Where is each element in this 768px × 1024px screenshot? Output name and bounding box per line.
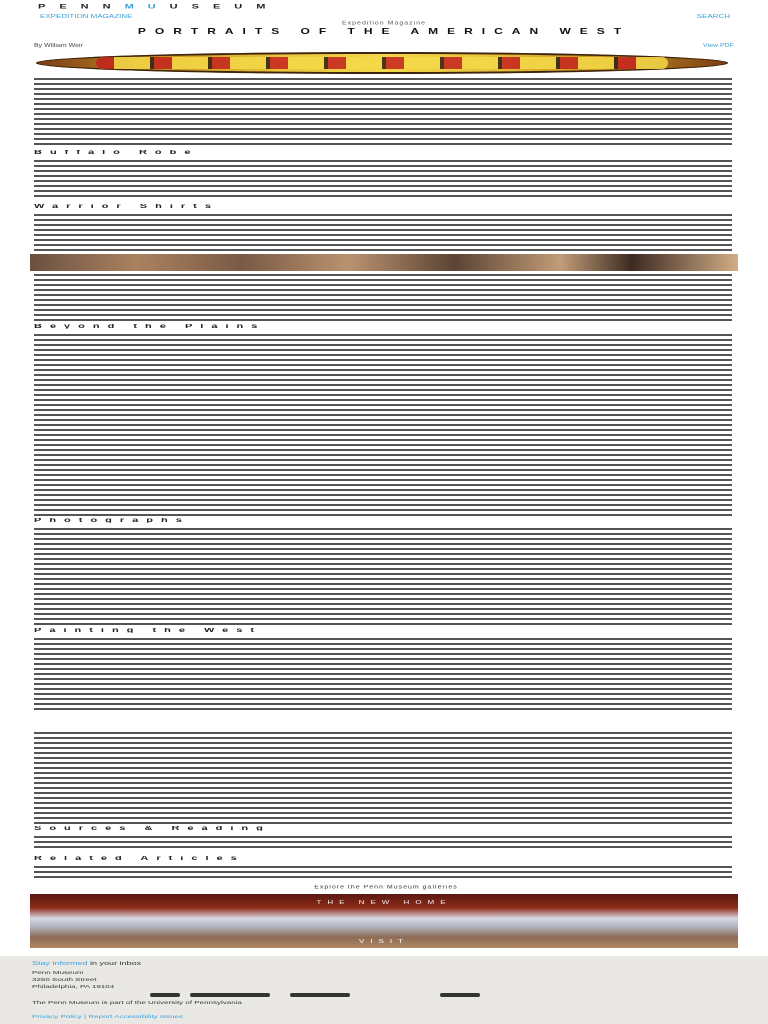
site-header: [38, 2, 732, 12]
section-eyebrow: Expedition Magazine: [342, 20, 426, 27]
logo-text-right: USEUM: [169, 3, 280, 11]
byline: [34, 43, 734, 49]
footer-org-name: Penn Museum: [32, 970, 84, 976]
social-icon[interactable]: [290, 993, 350, 997]
section-heading: Beyond the Plains: [34, 324, 266, 329]
gallery-photo[interactable]: [30, 894, 738, 948]
paragraph-block: [34, 78, 732, 148]
photo-caption: Explore the Penn Museum galleries: [314, 884, 458, 891]
page-title: PORTRAITS OF THE AMERICAN WEST: [137, 27, 631, 35]
view-pdf-link[interactable]: View PDF: [703, 43, 734, 49]
social-icon[interactable]: [190, 993, 270, 997]
site-logo[interactable]: [38, 4, 279, 11]
paragraph-block: [34, 528, 732, 626]
section-heading: Warrior Shirts: [34, 204, 219, 209]
section-heading: Sources & Reading: [34, 826, 271, 831]
footer-address-street: 3260 South Street: [32, 977, 97, 983]
paragraph-block: [34, 866, 732, 878]
paragraph-block: [34, 732, 732, 824]
paragraph-block: [34, 274, 732, 322]
paragraph-block: [34, 214, 732, 252]
photo-label-top: THE NEW HOME: [316, 899, 452, 906]
social-icon[interactable]: [440, 993, 480, 997]
author-name: By William Weir: [34, 43, 83, 49]
paragraph-block: [34, 334, 732, 516]
logo-text-accent: MU: [124, 3, 170, 11]
nav-link-expedition[interactable]: EXPEDITION MAGAZINE: [40, 13, 133, 20]
paragraph-block: [34, 836, 732, 850]
section-heading: Buffalo Robe: [34, 150, 199, 155]
newsletter-text: in your inbox: [90, 960, 142, 967]
article-photo: [30, 254, 738, 271]
section-heading: Photographs: [34, 518, 190, 523]
newsletter-link[interactable]: Stay informed: [32, 960, 88, 967]
paragraph-block: [34, 160, 732, 200]
nav-link-search[interactable]: SEARCH: [696, 13, 730, 20]
newsletter-signup: [32, 960, 141, 967]
photo-label-bottom: VISIT: [358, 938, 409, 945]
decorative-banner-image: [36, 52, 728, 74]
site-footer: [0, 956, 768, 1024]
footer-affiliation: The Penn Museum is part of the University of Pennsylvania: [32, 1000, 242, 1006]
section-heading: Painting the West: [34, 628, 263, 633]
social-icon[interactable]: [150, 993, 180, 997]
footer-address-city: Philadelphia, PA 19104: [32, 984, 115, 990]
section-heading: Related Articles: [34, 856, 245, 861]
paragraph-block: [34, 638, 732, 710]
logo-text-left: PENN: [38, 3, 125, 11]
footer-legal-links[interactable]: Privacy Policy | Report Accessibility Issues: [32, 1014, 184, 1020]
top-nav: [40, 13, 730, 19]
